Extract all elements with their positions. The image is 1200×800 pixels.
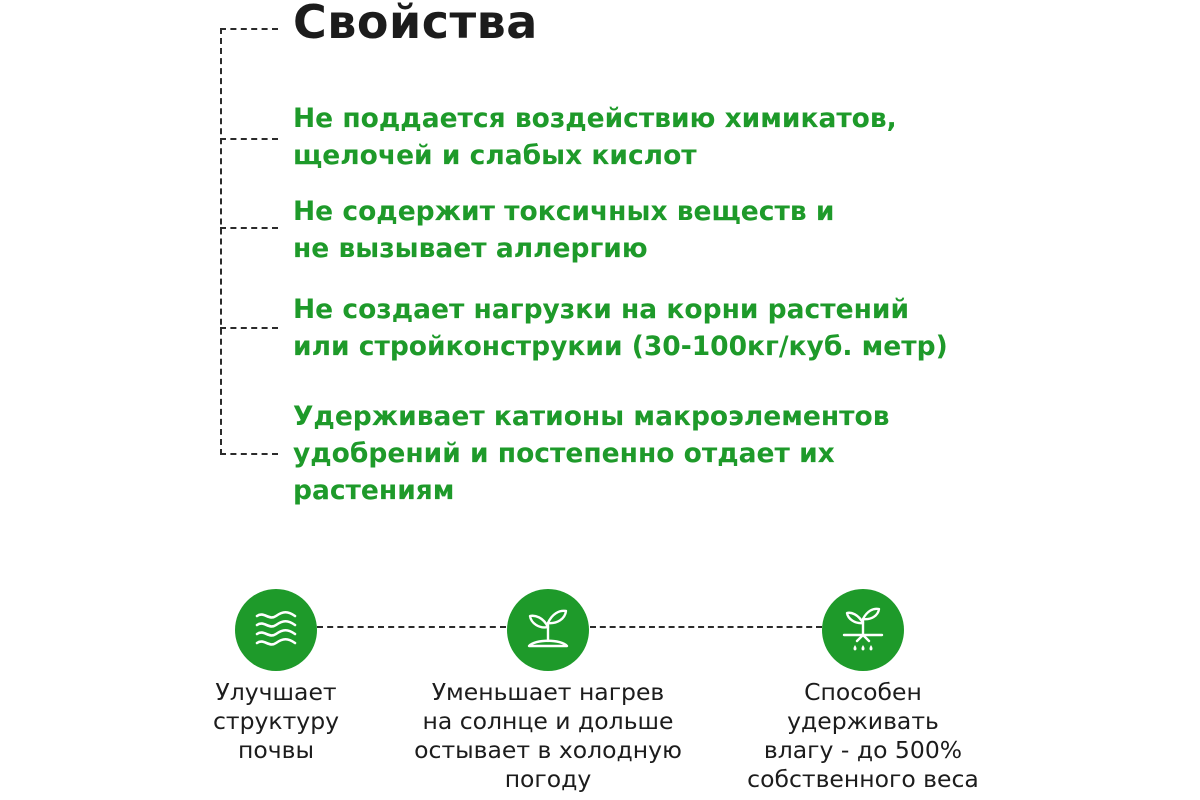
bracket-branch-3 xyxy=(220,327,278,329)
bracket-branch-4 xyxy=(220,453,278,455)
feature-text-water-retention: Способен удерживать влагу - до 500% собственного веса xyxy=(747,678,979,793)
property-item-chemical-resistance: Не поддается воздействию химикатов, щелочей и слабых кислот xyxy=(293,103,897,171)
sprout-icon xyxy=(507,589,589,671)
feature-text-soil-structure: Улучшает структуру почвы xyxy=(212,678,340,764)
property-item-non-toxic: Не содержит токсичных веществ и не вызывает аллергию xyxy=(293,196,835,264)
bracket-branch-1 xyxy=(220,138,278,140)
property-item-low-load: Не создает нагрузки на корни растений или стройконструкии (30-100кг/куб. метр) xyxy=(293,294,948,362)
sprout-water-icon xyxy=(822,589,904,671)
waves-icon xyxy=(235,589,317,671)
bracket-branch-2 xyxy=(220,227,278,229)
feature-text-heat-reduction: Уменьшает нагрев на солнце и дольше остывает в холодную погоду xyxy=(414,678,682,793)
feature-connector-1 xyxy=(317,626,506,628)
property-item-cation-retention: Удерживает катионы макроэлементов удобрений и постепенно отдает их растениям xyxy=(293,401,890,506)
page-title: Свойства xyxy=(293,0,538,49)
bracket-branch-title xyxy=(220,28,278,30)
feature-connector-2 xyxy=(590,626,822,628)
bracket-vertical-dashed-line xyxy=(220,28,222,455)
